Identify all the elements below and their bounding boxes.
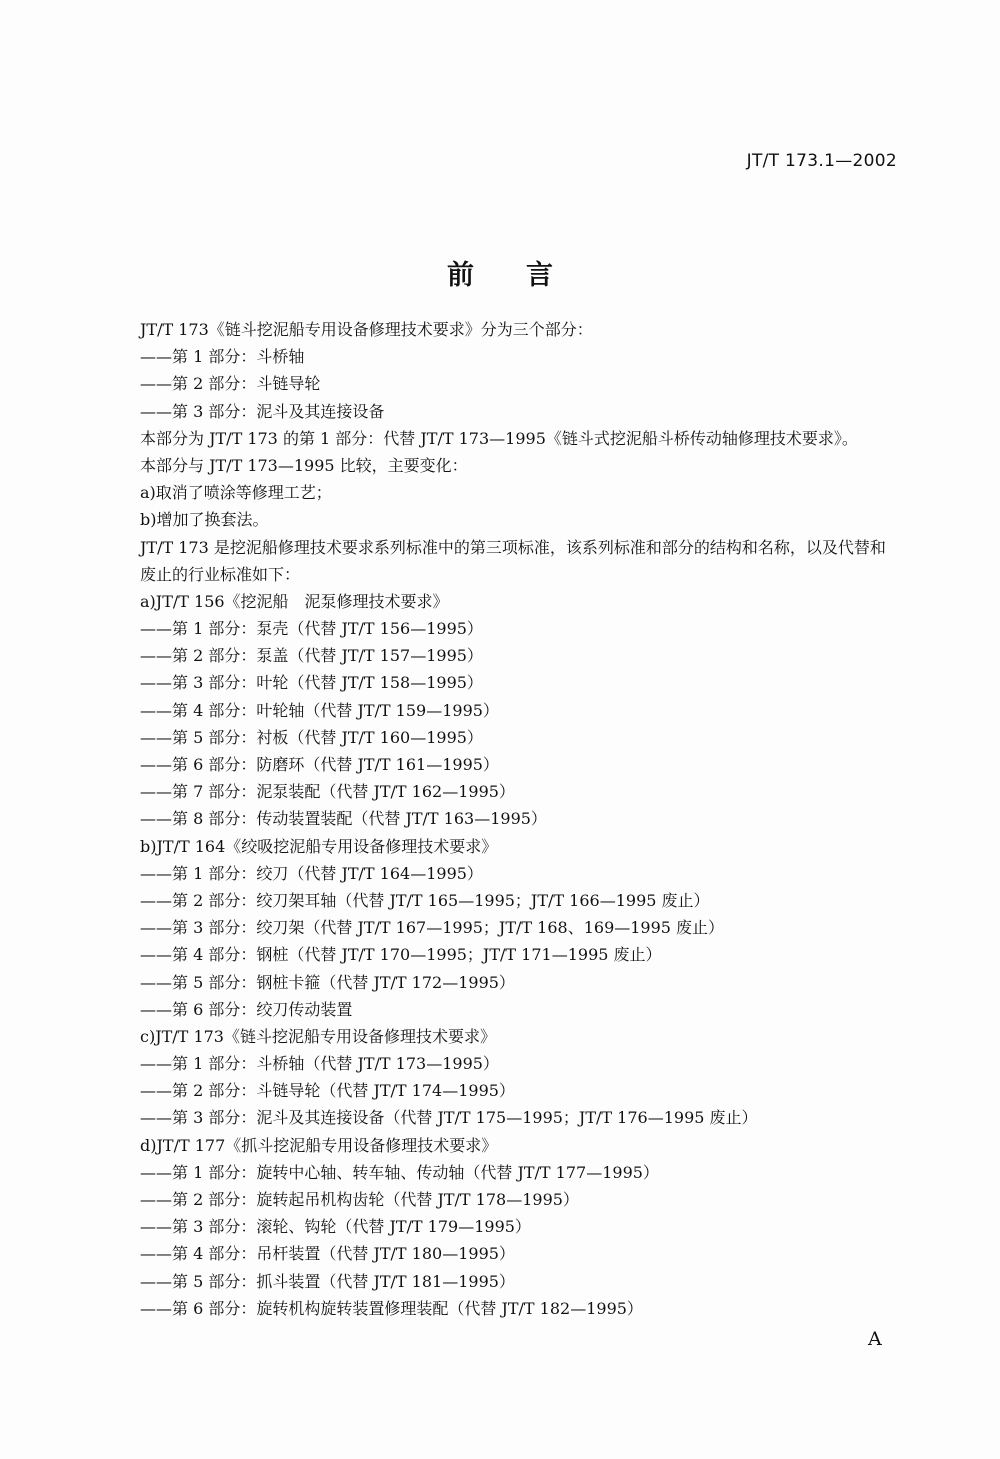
list-item: a)取消了喷涂等修理工艺； (140, 483, 332, 503)
paragraph-line: JT/T 173《链斗挖泥船专用设备修理技术要求》分为三个部分： (140, 320, 593, 339)
standard-code: JT/T 173.1—2002 (746, 151, 897, 171)
list-item: ——第 3 部分：泥斗及其连接设备（代替 JT/T 175—1995；JT/T 176—1995 废止） (140, 1108, 758, 1128)
document-body (100, 316, 900, 1322)
list-item: ——第 6 部分：绞刀传动装置 (140, 999, 353, 1019)
list-item: ——第 5 部分：钢桩卡箍（代替 JT/T 172—1995） (140, 972, 515, 992)
list-item: ——第 7 部分：泥泵装配（代替 JT/T 162—1995） (140, 782, 515, 802)
list-item: ——第 2 部分：旋转起吊机构齿轮（代替 JT/T 178—1995） (140, 1190, 579, 1210)
paragraph-line: 本部分与 JT/T 173—1995 比较，主要变化： (140, 455, 468, 475)
list-item: ——第 2 部分：泵盖（代替 JT/T 157—1995） (140, 646, 483, 666)
list-item: ——第 1 部分：斗桥轴（代替 JT/T 173—1995） (140, 1054, 499, 1074)
page-title: 前言 (447, 260, 605, 291)
list-group-heading: b)JT/T 164《绞吸挖泥船专用设备修理技术要求》 (140, 836, 498, 856)
list-item: ——第 4 部分：吊杆装置（代替 JT/T 180—1995） (140, 1244, 515, 1264)
list-item: ——第 3 部分：滚轮、钩轮（代替 JT/T 179—1995） (140, 1217, 531, 1237)
list-item: ——第 3 部分：绞刀架（代替 JT/T 167—1995；JT/T 168、169—1995 废止） (140, 918, 725, 938)
list-item: ——第 1 部分：旋转中心轴、转车轴、传动轴（代替 JT/T 177—1995） (140, 1162, 659, 1182)
list-group-heading: a)JT/T 156《挖泥船 泥泵修理技术要求》 (140, 591, 449, 611)
list-item: ——第 6 部分：防磨环（代替 JT/T 161—1995） (140, 755, 499, 775)
list-item: ——第 5 部分：抓斗装置（代替 JT/T 181—1995） (140, 1271, 515, 1291)
list-item: ——第 2 部分：斗链导轮 (140, 374, 321, 394)
list-item: ——第 4 部分：钢桩（代替 JT/T 170—1995；JT/T 171—1995 废止） (140, 945, 662, 965)
list-item: ——第 2 部分：斗链导轮（代替 JT/T 174—1995） (140, 1081, 515, 1101)
list-item: ——第 3 部分：叶轮（代替 JT/T 158—1995） (140, 673, 483, 693)
paragraph-wrapped: JT/T 173 是挖泥船修理技术要求系列标准中的第三项标准，该系列标准和部分的结构和名称，以及代替和废止的行业标准如下： (140, 537, 886, 584)
list-group-heading: c)JT/T 173《链斗挖泥船专用设备修理技术要求》 (140, 1026, 496, 1046)
list-item: ——第 8 部分：传动装置装配（代替 JT/T 163—1995） (140, 809, 547, 829)
list-item: ——第 3 部分：泥斗及其连接设备 (140, 401, 385, 421)
list-item: b)增加了换套法。 (140, 510, 269, 530)
list-item: ——第 2 部分：绞刀架耳轴（代替 JT/T 165—1995；JT/T 166—1995 废止） (140, 890, 710, 910)
list-item: ——第 4 部分：叶轮轴（代替 JT/T 159—1995） (140, 700, 499, 720)
list-item: ——第 1 部分：泵壳（代替 JT/T 156—1995） (140, 619, 483, 639)
list-item: ——第 5 部分：衬板（代替 JT/T 160—1995） (140, 727, 483, 747)
list-group-heading: d)JT/T 177《抓斗挖泥船专用设备修理技术要求》 (140, 1135, 498, 1155)
list-item: ——第 1 部分：绞刀（代替 JT/T 164—1995） (140, 863, 483, 883)
page-number: A (868, 1328, 882, 1350)
list-item: ——第 1 部分：斗桥轴 (140, 347, 305, 367)
paragraph-line: 本部分为 JT/T 173 的第 1 部分：代替 JT/T 173—1995《链斗式挖泥船斗桥传动轴修理技术要求》。 (140, 428, 858, 448)
list-item: ——第 6 部分：旋转机构旋转装置修理装配（代替 JT/T 182—1995） (140, 1298, 643, 1318)
